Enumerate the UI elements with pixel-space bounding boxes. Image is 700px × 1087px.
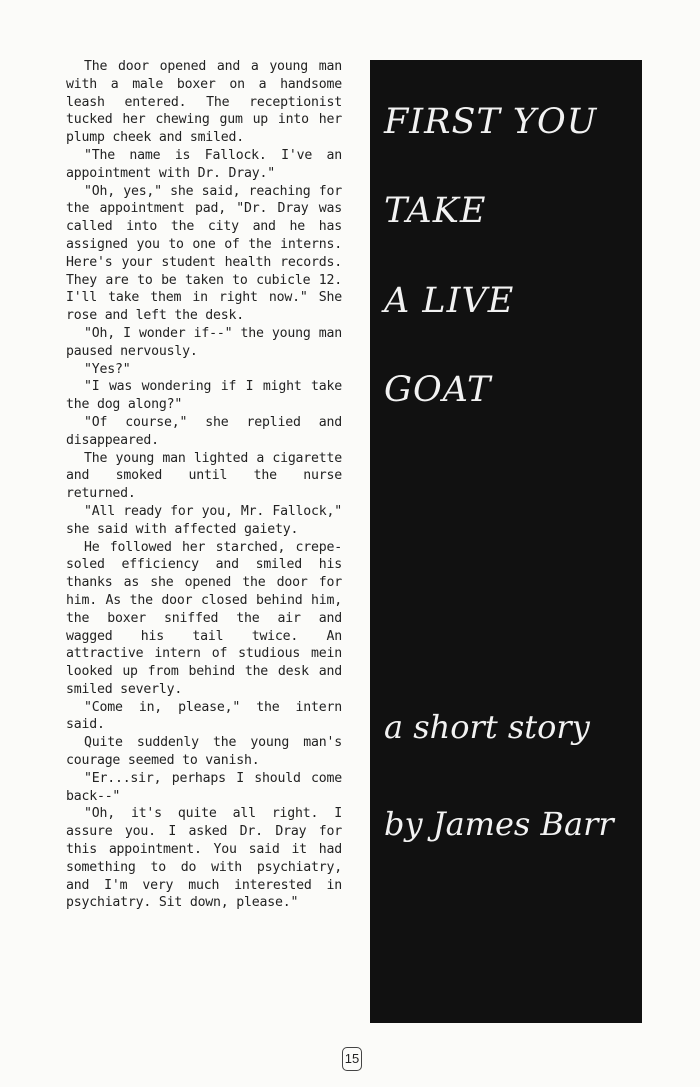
title-line-1: FIRST YOU: [384, 102, 598, 142]
story-paragraph: "I was wondering if I might take the dog along?": [66, 379, 342, 413]
story-paragraph: "Yes?": [84, 361, 131, 377]
title-line-2: TAKE: [384, 191, 487, 231]
story-paragraph: "Oh, I wonder if--" the young man paused nervously.: [66, 325, 342, 359]
story-paragraph: He followed her starched, crepe-soled efficiency and smiled his thanks as she opened the door for him. As the door closed behind him, the boxer sniffed the air and wagged his tail twice. An attractive intern of studious mein looked up from behind the desk and smiled severly.: [66, 539, 342, 697]
story-paragraph: "Come in, please," the intern said.: [66, 699, 342, 733]
title-line-4: GOAT: [384, 370, 492, 410]
story-paragraph: "The name is Fallock. I've an appointment with Dr. Dray.": [66, 147, 342, 181]
story-paragraph: "Er...sir, perhaps I should come back--": [66, 770, 342, 804]
title-panel: [370, 60, 642, 1023]
story-paragraph: "Oh, it's quite all right. I assure you. I asked Dr. Dray for this appointment. You said it had something to do with psychiatry, and I'm very much interested in psychiatry. Sit down, please.": [66, 806, 342, 911]
story-paragraph: "All ready for you, Mr. Fallock," she said with affected gaiety.: [66, 503, 342, 537]
story-paragraph: The young man lighted a cigarette and smoked until the nurse returned.: [66, 450, 342, 502]
story-paragraph: Quite suddenly the young man's courage seemed to vanish.: [66, 735, 342, 769]
subtitle: a short story: [384, 708, 590, 746]
story-text-column: [66, 58, 342, 912]
story-paragraph: The door opened and a young man with a male boxer on a handsome leash entered. The receptionist tucked her chewing gum up into her plump cheek and smiled.: [66, 59, 342, 146]
story-paragraph: "Oh, yes," she said, reaching for the appointment pad, "Dr. Dray was called into the city and he has assigned you to one of the interns. Here's your student health records. They are to be taken to cubicle 12. I'll take them in right now." She rose and left the desk.: [66, 183, 342, 324]
title-line-3: A LIVE: [384, 281, 515, 321]
story-paragraph: "Of course," she replied and disappeared.: [66, 414, 342, 448]
byline: by James Barr: [384, 805, 614, 843]
page-number: 15: [342, 1047, 362, 1071]
